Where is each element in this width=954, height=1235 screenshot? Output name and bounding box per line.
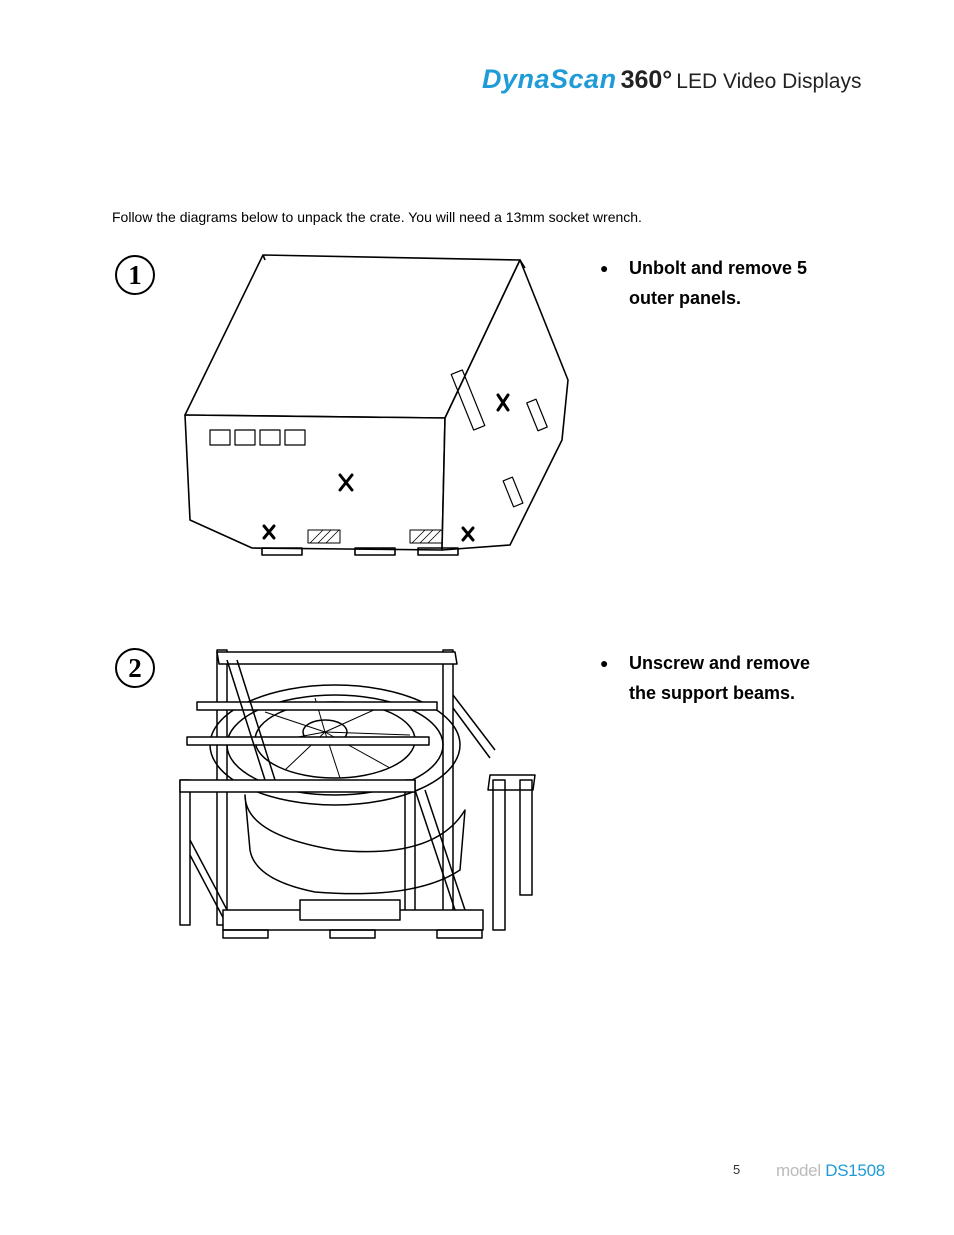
step-2-instruction (600, 648, 840, 708)
bullet-icon: ● (600, 655, 609, 671)
crate-frame-diagram (175, 640, 540, 945)
crate-closed-diagram (180, 250, 575, 560)
brand-logo: DynaScan (482, 64, 617, 94)
page-number: 5 (733, 1162, 741, 1177)
brand-360: 360° (620, 66, 673, 94)
brand-header (482, 64, 862, 98)
step-2-number: 2 (115, 648, 155, 688)
step-1-instruction (600, 253, 840, 313)
bullet-icon: ● (600, 260, 609, 276)
model-label (776, 1161, 885, 1181)
model-prefix: model (776, 1161, 821, 1180)
model-code: DS1508 (825, 1161, 885, 1180)
intro-text: Follow the diagrams below to unpack the crate. You will need a 13mm socket wrench. (112, 209, 642, 225)
step-1-number: 1 (115, 255, 155, 295)
header-subtitle: LED Video Displays (676, 70, 862, 93)
step-1-bullet-text: Unbolt and remove 5 outer panels. (629, 258, 808, 308)
step-2-bullet-text: Unscrew and remove the support beams. (629, 653, 811, 703)
